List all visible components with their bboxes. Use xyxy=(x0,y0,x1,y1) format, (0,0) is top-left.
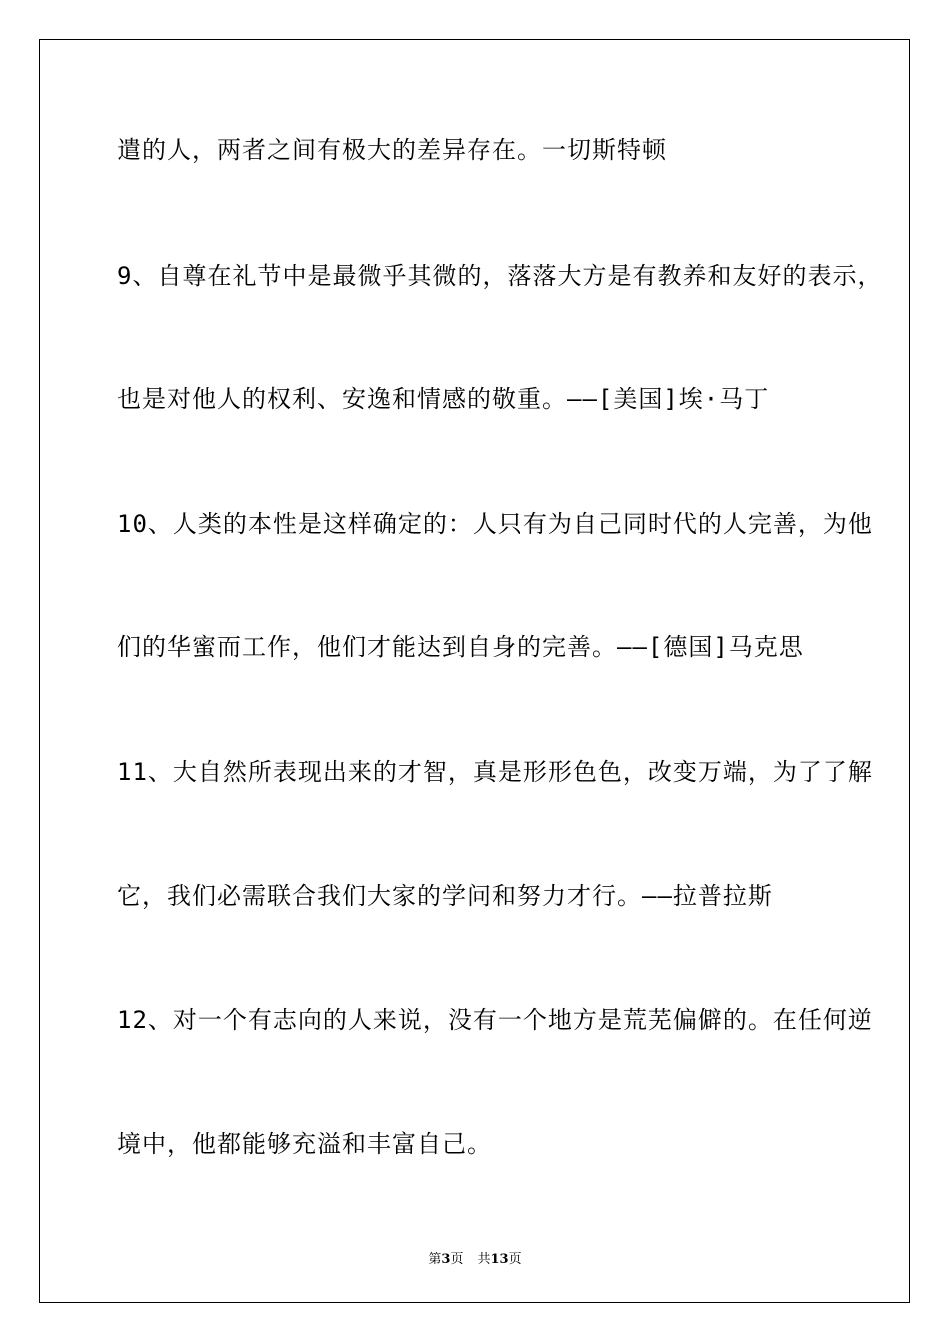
text-line-8: 12、对一个有志向的人来说，没有一个地方是荒芜偏僻的。在任何逆 xyxy=(117,1006,873,1034)
page-number: 3 xyxy=(441,1252,451,1267)
page-frame xyxy=(39,39,910,1303)
text-line-2: 9、自尊在礼节中是最微乎其微的，落落大方是有教养和友好的表示， xyxy=(117,262,883,290)
total-prefix: 共 xyxy=(477,1252,491,1267)
page-footer xyxy=(0,1248,950,1267)
page-suffix: 页 xyxy=(450,1252,464,1267)
text-line-5: 们的华蜜而工作，他们才能达到自身的完善。——[德国]马克思 xyxy=(117,633,804,661)
text-line-4: 10、人类的本性是这样确定的：人只有为自己同时代的人完善，为他 xyxy=(117,510,873,538)
total-pages: 13 xyxy=(490,1252,509,1267)
total-suffix: 页 xyxy=(508,1252,522,1267)
text-line-7: 它，我们必需联合我们大家的学问和努力才行。——拉普拉斯 xyxy=(117,882,773,910)
text-line-1: 遣的人，两者之间有极大的差异存在。一切斯特顿 xyxy=(117,136,667,164)
text-line-3: 也是对他人的权利、安逸和情感的敬重。——[美国]埃·马丁 xyxy=(117,385,770,413)
text-line-9: 境中，他都能够充溢和丰富自己。 xyxy=(117,1130,492,1158)
text-line-6: 11、大自然所表现出来的才智，真是形形色色，改变万端，为了了解 xyxy=(117,758,873,786)
page-prefix: 第 xyxy=(428,1252,442,1267)
